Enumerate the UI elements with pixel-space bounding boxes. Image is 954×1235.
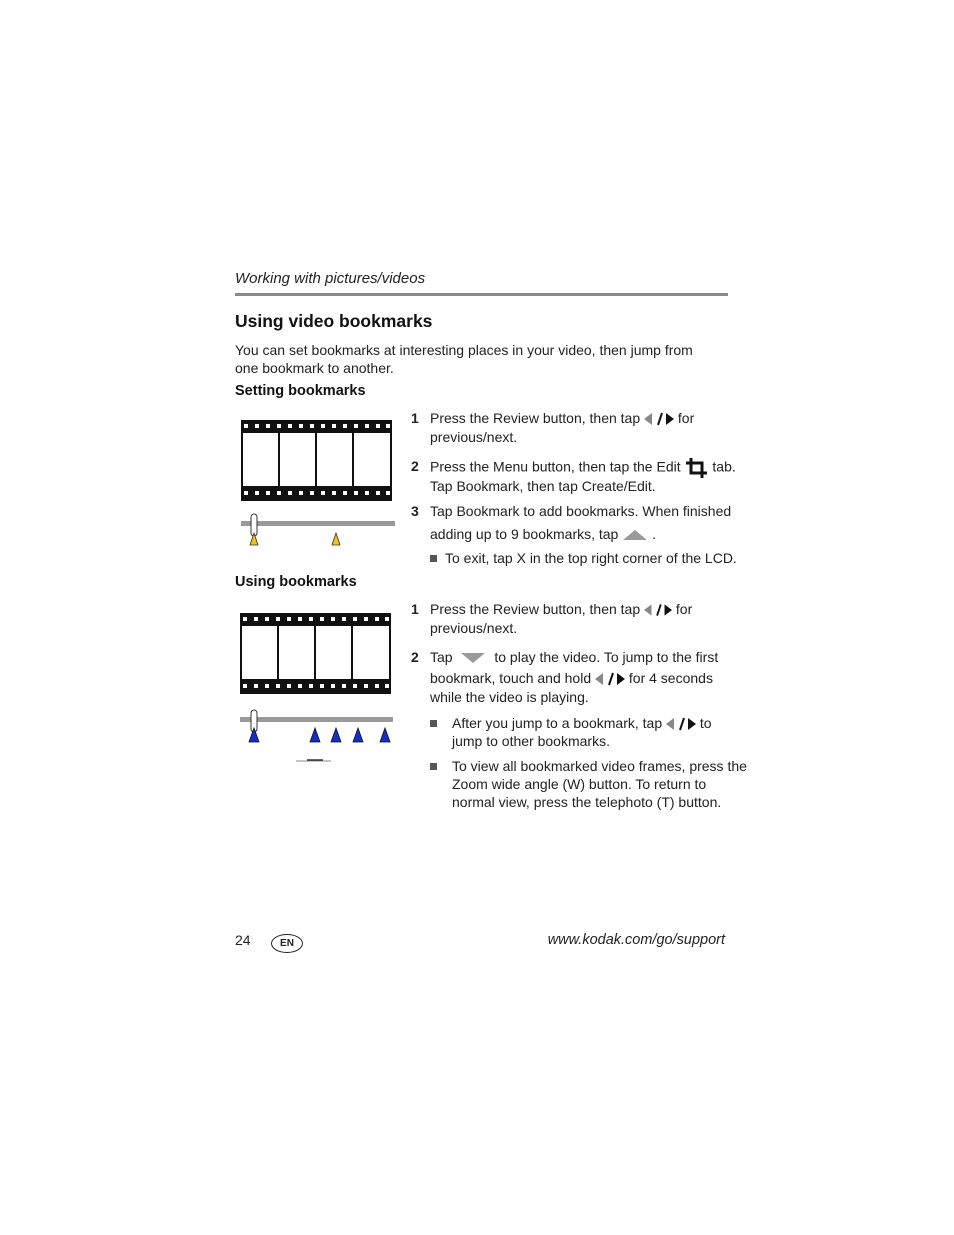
setting-step-3: 3 Tap Bookmark to add bookmarks. When finished adding up to 9 bookmarks, tap . bbox=[411, 503, 732, 542]
section-intro: You can set bookmarks at interesting places in your video, then jump from one bookmark to another. bbox=[235, 342, 693, 376]
bookmark-marker bbox=[310, 728, 320, 742]
using-step-1: 1 Press the Review button, then tap for previous/next. bbox=[411, 601, 693, 636]
header-rule bbox=[235, 293, 728, 296]
language-badge: EN bbox=[271, 934, 303, 953]
bullet-square bbox=[430, 720, 437, 727]
bookmark-marker bbox=[380, 728, 390, 742]
setting-step-1: 1 Press the Review button, then tap for previous/next. bbox=[411, 410, 695, 445]
setting-bookmarks-heading: Setting bookmarks bbox=[235, 383, 366, 399]
using-bookmarks-heading: Using bookmarks bbox=[235, 574, 357, 590]
prev-next-arrows-icon bbox=[644, 602, 672, 618]
bookmark-marker bbox=[331, 728, 341, 742]
prev-next-arrows-icon bbox=[595, 671, 625, 687]
prev-next-arrows-icon bbox=[666, 716, 696, 732]
setting-step-2: 2 Press the Menu button, then tap the Edit tab. Tap Bookmark, then tap Create/Edit. bbox=[411, 458, 736, 494]
setting-bookmarks-illustration bbox=[238, 418, 398, 550]
page-number: 24 bbox=[235, 932, 251, 948]
section-title: Using video bookmarks bbox=[235, 311, 433, 331]
crop-edit-icon bbox=[685, 457, 709, 479]
using-bookmarks-illustration bbox=[237, 611, 397, 766]
bullet-square bbox=[430, 555, 437, 562]
prev-next-arrows-icon bbox=[644, 411, 674, 427]
running-header: Working with pictures/videos bbox=[235, 270, 426, 287]
timeline-bar bbox=[241, 521, 395, 526]
using-bullet-2: To view all bookmarked video frames, press the Zoom wide angle (W) button. To return to normal view, press the telephoto (T) button. bbox=[430, 757, 730, 813]
bookmark-up-triangle-icon bbox=[622, 529, 648, 541]
bullet-square bbox=[430, 763, 437, 770]
bookmark-marker bbox=[249, 728, 259, 742]
filmstrip-image bbox=[240, 613, 391, 694]
bookmark-marker bbox=[332, 533, 340, 545]
timeline-bar bbox=[240, 717, 393, 722]
support-url: www.kodak.com/go/support bbox=[547, 932, 725, 948]
bookmark-marker bbox=[353, 728, 363, 742]
using-bullet-1: After you jump to a bookmark, tap to jump to other bookmarks. bbox=[430, 714, 730, 754]
play-down-triangle-icon bbox=[460, 652, 486, 664]
setting-bullet: To exit, tap X in the top right corner of the LCD. bbox=[430, 549, 730, 569]
using-step-2: 2 Tap to play the video. To jump to the first bookmark, touch and hold for 4 seconds while the video is playing. bbox=[411, 649, 719, 705]
filmstrip-image bbox=[241, 420, 392, 501]
